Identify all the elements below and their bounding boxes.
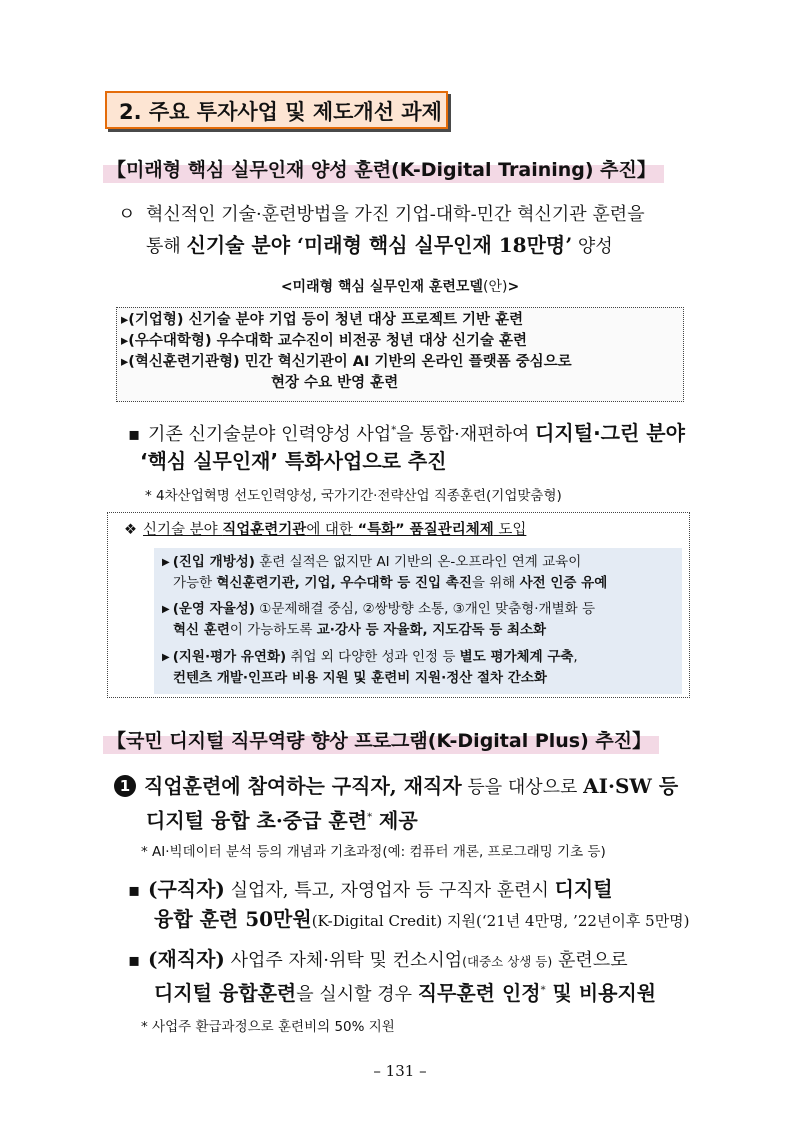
box2-item1-line1	[162, 552, 581, 573]
kdt-heading: 【미래형 핵심 실무인재 양성 훈련(K-Digital Training) 추진】	[103, 157, 664, 183]
box2-inner	[154, 548, 682, 694]
page-number: – 131 –	[373, 1062, 427, 1080]
box2-item3-text: 취업 외 다양한 성과 인정 등	[286, 649, 460, 665]
kdp-b1-text2a: 융합 훈련 50만원	[154, 907, 312, 931]
kdp-b1-text2b: (K-Digital Credit) 지원(‘21년 4만명, ’22년이후 5만명)	[311, 912, 690, 930]
section-title: 2. 주요 투자사업 및 제도개선 과제	[105, 91, 448, 129]
kdp-heading: 【국민 디지털 직무역량 향상 프로그램(K-Digital Plus) 추진】	[103, 728, 659, 754]
model-row-enterprise: ▸(기업형) 신기술 분야 기업 등이 청년 대상 프로젝트 기반 훈련	[121, 312, 524, 328]
kdp-bullet2-line1	[128, 944, 628, 977]
kdp-item1-text2b: 제공	[372, 808, 418, 833]
kdp-b2-label: (재직자)	[148, 947, 225, 971]
box2-item1-text: 훈련 실적은 없지만 AI 기반의 온-오프라인 연계 교육이	[254, 554, 582, 570]
kdp-bullet2-line2	[154, 976, 656, 1010]
box2-item1-l2c: 을 위해	[471, 575, 520, 591]
box2-item2-line2	[173, 620, 546, 641]
box2-item2-l2b: 이 가능하도록	[229, 622, 317, 638]
triangle-bullet-icon: ▶	[162, 604, 170, 615]
training-model-box	[116, 307, 684, 402]
kdt-bullet-line1	[128, 416, 685, 450]
kdp-bullet1-line1	[128, 874, 613, 906]
square-bullet-icon: ▪	[128, 880, 141, 901]
box2-item3-label: (지원·평가 유연화)	[172, 649, 287, 665]
kdp-b2-text2a: 디지털 융합훈련	[154, 981, 297, 1005]
box2-header-d: “특화” 품질관리체제	[357, 522, 494, 538]
model-title-c: >	[507, 279, 520, 295]
box2-item1-line2	[173, 573, 607, 594]
square-bullet-icon: ▪	[128, 424, 141, 445]
model-title	[0, 276, 800, 296]
kdp-b2-text2c: 직무훈련 인정	[417, 981, 541, 1005]
kdp-bullet1-line2	[154, 904, 690, 936]
model-row-innovation: ▸(혁신훈련기관형) 민간 혁신기관이 AI 기반의 온라인 플랫폼 중심으로	[121, 354, 572, 370]
box2-header	[124, 518, 526, 539]
square-bullet-icon: ▪	[128, 950, 141, 971]
model-row-innovation-cont: 현장 수요 반영 훈련	[271, 375, 399, 391]
quality-management-box	[107, 512, 690, 698]
box2-item2-label: (운영 자율성)	[172, 601, 255, 617]
box2-header-c: 에 대한	[306, 522, 358, 538]
kdp-b1-text1b: 실업자, 특고, 자영업자 등 구직자 훈련시	[224, 880, 555, 901]
kdp-item1-sup: *	[367, 812, 373, 823]
box2-header-e: 도입	[493, 522, 527, 538]
triangle-bullet-icon: ▶	[162, 557, 170, 568]
box2-item3-text-bold: 별도 평가체계 구축	[459, 649, 574, 665]
box2-item2-l2c: 교·강사 등 자율화, 지도감독 등 최소화	[316, 622, 547, 638]
box2-header-a: 신기술 분야	[143, 522, 223, 538]
box2-item2-text: ①문제해결 중심, ②쌍방향 소통, ③개인 맞춤형·개별화 등	[254, 601, 595, 617]
kdt-main-text2b: 신기술 분야 ‘미래형 핵심 실무인재 18만명’	[186, 233, 573, 257]
box2-item1-l2b: 혁신훈련기관, 기업, 우수대학 등 진입 촉진	[216, 575, 472, 591]
box2-item2-l2a: 혁신 훈련	[173, 622, 230, 638]
kdp-b2-text2d: 및 비용지원	[545, 981, 657, 1005]
kdt-main-text2a: 통해	[146, 236, 187, 257]
box2-item1-l2d: 사전 인증 유예	[519, 575, 608, 591]
kdp-item1-line2	[146, 803, 418, 836]
kdt-footnote: * 4차산업혁명 선도인력양성, 국가기간·전략산업 직종훈련(기업맞춤형)	[145, 488, 562, 504]
kdp-b2-text1d: 훈련으로	[552, 950, 628, 971]
box2-item1-l2a: 가능한	[173, 575, 217, 591]
kdp-item1-text1b: 등을 대상으로	[461, 777, 584, 798]
kdp-b1-label: (구직자)	[148, 877, 225, 901]
circle-number-1-icon: 1	[114, 775, 136, 797]
kdt-main-line2	[146, 230, 613, 262]
kdp-item1-text1a: 직업훈련에 참여하는 구직자, 재직자	[144, 774, 462, 798]
kdt-bullet-sup: *	[391, 425, 397, 436]
kdp-b2-text1c: (대중소 상생 등)	[462, 954, 553, 969]
circle-marker: ㅇ	[118, 204, 136, 225]
kdp-b2-sup: *	[540, 985, 546, 996]
kdp-item1-text2a: 디지털 융합 초·중급 훈련	[146, 808, 368, 833]
box2-item3-line2: 컨텐츠 개발·인프라 비용 지원 및 훈련비 지원·정산 절차 간소화	[173, 670, 547, 686]
box2-item3-line1	[162, 647, 578, 668]
kdp-b2-text2b: 을 실시할 경우	[296, 984, 418, 1005]
box2-header-b: 직업훈련기관	[222, 522, 307, 538]
diamond-icon: ❖	[124, 522, 137, 538]
kdp-b1-text1c: 디지털	[554, 877, 613, 901]
kdp-item1-line1	[114, 771, 678, 803]
kdp-item1-text1c: AI·SW 등	[583, 774, 679, 798]
kdt-bullet-text1b: 을 통합·재편하여	[396, 424, 536, 445]
kdt-main-text1: 혁신적인 기술·훈련방법을 가진 기업-대학-민간 혁신기관 훈련을	[146, 204, 645, 225]
kdt-bullet-text1a: 기존 신기술분야 인력양성 사업	[148, 424, 392, 445]
kdt-main-line1	[118, 200, 645, 230]
model-title-a: <미래형 핵심 실무인재 훈련모델	[280, 279, 483, 295]
kdt-bullet-line2: ‘핵심 실무인재’ 특화사업으로 추진	[140, 449, 447, 473]
kdp-b2-text1b: 사업주 자체·위탁 및 컨소시엄	[224, 950, 463, 971]
box2-item1-label: (진입 개방성)	[172, 554, 255, 570]
box2-item3-comma: ,	[573, 649, 578, 665]
box2-item2-line1	[162, 599, 595, 620]
kdp-footnote1: * AI·빅데이터 분석 등의 개념과 기초과정(예: 컴퓨터 개론, 프로그래밍 기초 등)	[141, 844, 606, 860]
model-title-b: (안)	[482, 279, 508, 295]
model-row-university: ▸(우수대학형) 우수대학 교수진이 비전공 청년 대상 신기술 훈련	[121, 333, 528, 349]
kdp-footnote2: * 사업주 환급과정으로 훈련비의 50% 지원	[141, 1019, 395, 1035]
kdt-bullet-text1c: 디지털·그린 분야	[535, 421, 685, 445]
kdt-main-text2c: 양성	[572, 236, 613, 257]
triangle-bullet-icon: ▶	[162, 652, 170, 663]
